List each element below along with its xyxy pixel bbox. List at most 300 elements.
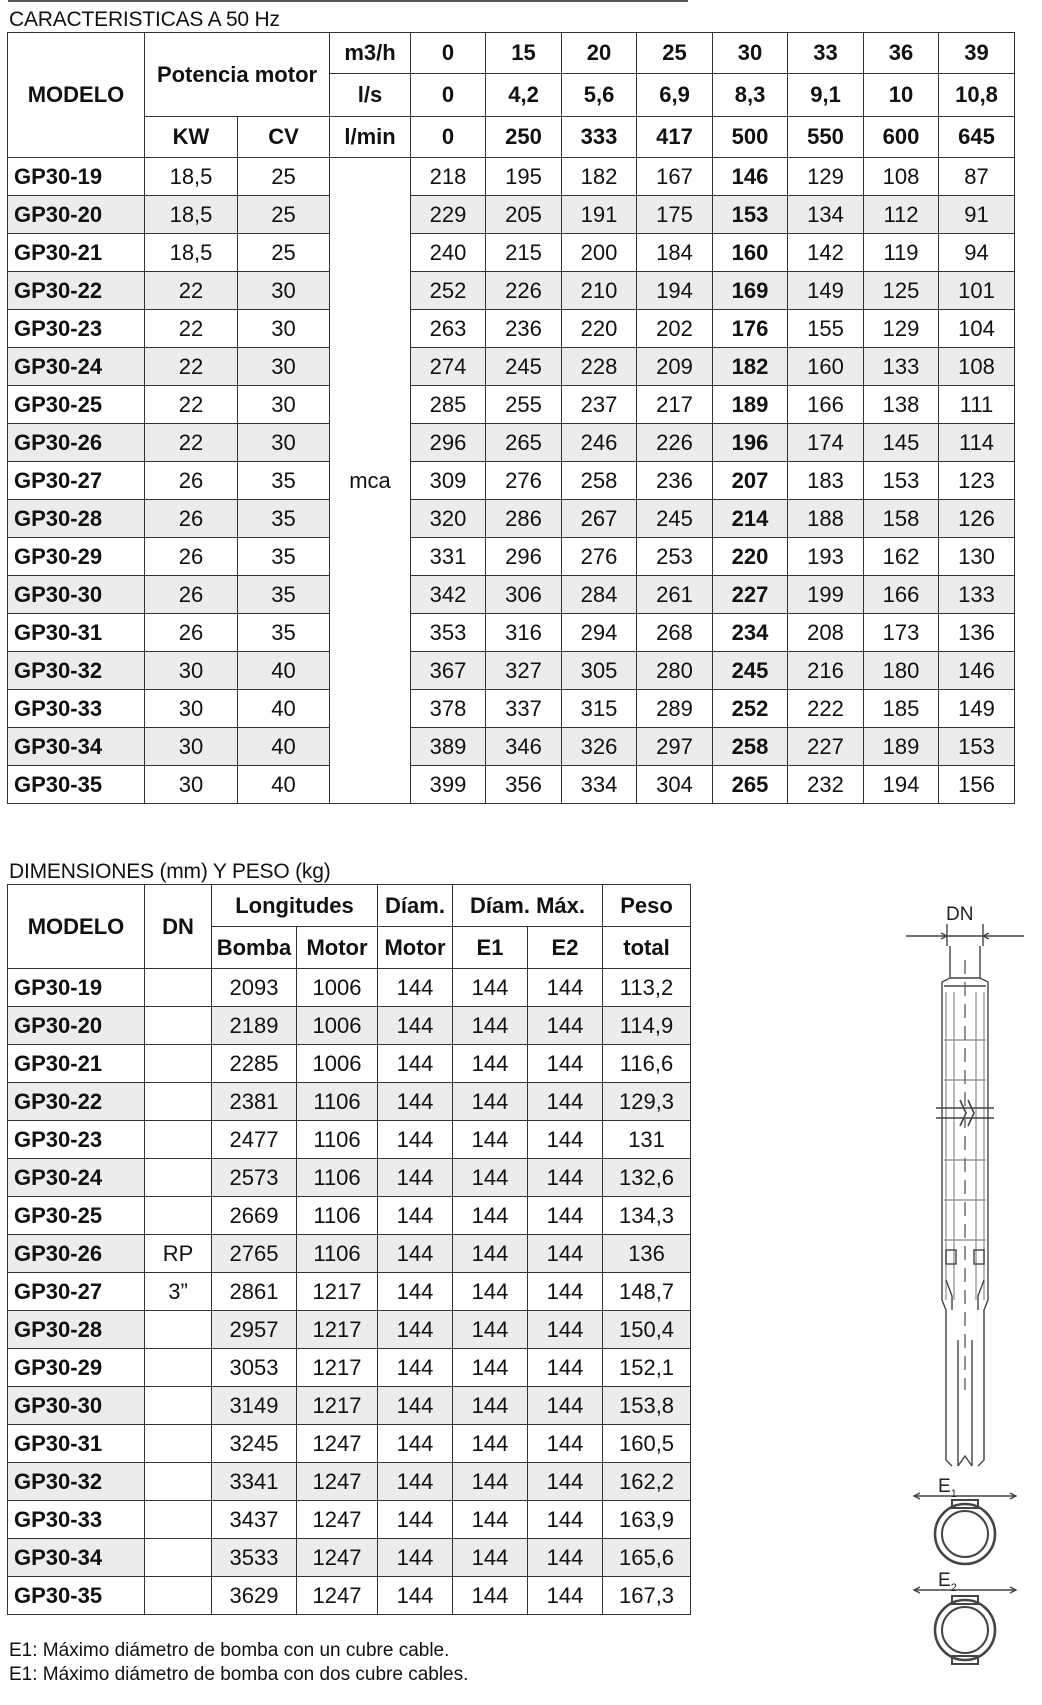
model-cell: GP30-29 — [8, 538, 145, 576]
table-row — [8, 272, 1015, 310]
e1-cell: 144 — [453, 1045, 528, 1083]
flow-ls: 4,2 — [486, 74, 562, 117]
e2-cell: 144 — [528, 1463, 603, 1501]
table-row — [8, 652, 1015, 690]
header-dn: DN — [145, 885, 212, 969]
kw-cell: 26 — [145, 576, 238, 614]
dn-cell — [145, 1539, 212, 1577]
characteristics-title: CARACTERISTICAS A 50 Hz — [9, 8, 280, 31]
head-value-cell: 133 — [939, 576, 1015, 614]
e2-cell: 144 — [528, 1007, 603, 1045]
flow-m3h: 0 — [411, 33, 486, 74]
footnotes — [9, 1639, 468, 1687]
e2-cell: 144 — [528, 1083, 603, 1121]
motor-diameter-cell: 144 — [378, 1501, 453, 1539]
head-value-cell: 245 — [713, 652, 788, 690]
bomba-length-cell: 2381 — [212, 1083, 297, 1121]
model-cell: GP30-23 — [8, 1121, 145, 1159]
motor-length-cell: 1217 — [297, 1387, 378, 1425]
head-value-cell: 194 — [637, 272, 713, 310]
e1-cell: 144 — [453, 1121, 528, 1159]
head-value-cell: 253 — [637, 538, 713, 576]
dn-cell — [145, 1425, 212, 1463]
head-value-cell: 146 — [713, 158, 788, 196]
head-value-cell: 220 — [562, 310, 637, 348]
head-value-cell: 261 — [637, 576, 713, 614]
motor-diameter-cell: 144 — [378, 1197, 453, 1235]
flow-lmin: 550 — [788, 117, 864, 158]
cv-cell: 40 — [238, 690, 330, 728]
dimensions-table — [7, 884, 691, 1615]
motor-length-cell: 1247 — [297, 1463, 378, 1501]
dn-cell — [145, 1349, 212, 1387]
head-value-cell: 258 — [713, 728, 788, 766]
head-value-cell: 252 — [713, 690, 788, 728]
e1-cell: 144 — [453, 1463, 528, 1501]
header-unit-ls: l/s — [330, 74, 411, 117]
head-value-cell: 160 — [788, 348, 864, 386]
head-value-cell: 276 — [562, 538, 637, 576]
head-value-cell: 265 — [713, 766, 788, 804]
model-cell: GP30-21 — [8, 234, 145, 272]
model-cell: GP30-28 — [8, 500, 145, 538]
e2-cell: 144 — [528, 1311, 603, 1349]
weight-cell: 167,3 — [603, 1577, 691, 1615]
head-value-cell: 286 — [486, 500, 562, 538]
table-row — [8, 576, 1015, 614]
e1-cell: 144 — [453, 1273, 528, 1311]
header-e1: E1 — [453, 927, 528, 969]
dn-cell — [145, 1387, 212, 1425]
kw-cell: 26 — [145, 614, 238, 652]
head-value-cell: 226 — [486, 272, 562, 310]
head-value-cell: 162 — [864, 538, 939, 576]
head-value-cell: 222 — [788, 690, 864, 728]
table-row — [8, 1235, 691, 1273]
table-row — [8, 614, 1015, 652]
bomba-length-cell: 3437 — [212, 1501, 297, 1539]
motor-length-cell: 1217 — [297, 1273, 378, 1311]
bomba-length-cell: 2093 — [212, 969, 297, 1007]
weight-cell: 129,3 — [603, 1083, 691, 1121]
flow-ls: 8,3 — [713, 74, 788, 117]
flow-lmin: 645 — [939, 117, 1015, 158]
flow-lmin: 0 — [411, 117, 486, 158]
head-value-cell: 342 — [411, 576, 486, 614]
head-value-cell: 304 — [637, 766, 713, 804]
head-unit-cell: mca — [330, 158, 411, 804]
kw-cell: 18,5 — [145, 234, 238, 272]
bomba-length-cell: 2285 — [212, 1045, 297, 1083]
model-cell: GP30-24 — [8, 1159, 145, 1197]
table-row — [8, 1539, 691, 1577]
head-value-cell: 184 — [637, 234, 713, 272]
head-value-cell: 289 — [637, 690, 713, 728]
head-value-cell: 296 — [411, 424, 486, 462]
dn-cell — [145, 1577, 212, 1615]
weight-cell: 113,2 — [603, 969, 691, 1007]
head-value-cell: 194 — [864, 766, 939, 804]
head-value-cell: 236 — [637, 462, 713, 500]
motor-length-cell: 1006 — [297, 1045, 378, 1083]
motor-diameter-cell: 144 — [378, 1577, 453, 1615]
model-cell: GP30-19 — [8, 158, 145, 196]
head-value-cell: 255 — [486, 386, 562, 424]
motor-diameter-cell: 144 — [378, 1083, 453, 1121]
e2-cell: 144 — [528, 1121, 603, 1159]
table-row — [8, 500, 1015, 538]
head-value-cell: 180 — [864, 652, 939, 690]
head-value-cell: 167 — [637, 158, 713, 196]
kw-cell: 30 — [145, 766, 238, 804]
table-row — [8, 310, 1015, 348]
weight-cell: 114,9 — [603, 1007, 691, 1045]
e2-cell: 144 — [528, 1539, 603, 1577]
e1-label: $E_1$ — [938, 1476, 957, 1500]
head-value-cell: 320 — [411, 500, 486, 538]
motor-diameter-cell: 144 — [378, 1463, 453, 1501]
head-value-cell: 189 — [713, 386, 788, 424]
head-value-cell: 265 — [486, 424, 562, 462]
head-value-cell: 130 — [939, 538, 1015, 576]
cv-cell: 40 — [238, 728, 330, 766]
head-value-cell: 149 — [939, 690, 1015, 728]
model-cell: GP30-29 — [8, 1349, 145, 1387]
flow-m3h: 36 — [864, 33, 939, 74]
motor-diameter-cell: 144 — [378, 969, 453, 1007]
e2-cell: 144 — [528, 1387, 603, 1425]
head-value-cell: 284 — [562, 576, 637, 614]
weight-cell: 134,3 — [603, 1197, 691, 1235]
model-cell: GP30-26 — [8, 424, 145, 462]
head-value-cell: 215 — [486, 234, 562, 272]
motor-diameter-cell: 144 — [378, 1539, 453, 1577]
e2-cell: 144 — [528, 1235, 603, 1273]
head-value-cell: 285 — [411, 386, 486, 424]
table-row — [8, 1159, 691, 1197]
cv-cell: 35 — [238, 500, 330, 538]
head-value-cell: 138 — [864, 386, 939, 424]
head-value-cell: 296 — [486, 538, 562, 576]
flow-m3h: 39 — [939, 33, 1015, 74]
flow-ls: 5,6 — [562, 74, 637, 117]
e1-cell: 144 — [453, 1577, 528, 1615]
motor-diameter-cell: 144 — [378, 1235, 453, 1273]
kw-cell: 22 — [145, 272, 238, 310]
weight-cell: 160,5 — [603, 1425, 691, 1463]
e2-cell: 144 — [528, 1159, 603, 1197]
kw-cell: 22 — [145, 424, 238, 462]
model-cell: GP30-33 — [8, 690, 145, 728]
characteristics-table — [7, 32, 1015, 804]
motor-length-cell: 1247 — [297, 1501, 378, 1539]
dn-cell — [145, 969, 212, 1007]
model-cell: GP30-30 — [8, 1387, 145, 1425]
head-value-cell: 216 — [788, 652, 864, 690]
head-value-cell: 175 — [637, 196, 713, 234]
head-value-cell: 378 — [411, 690, 486, 728]
kw-cell: 22 — [145, 348, 238, 386]
head-value-cell: 353 — [411, 614, 486, 652]
motor-length-cell: 1247 — [297, 1539, 378, 1577]
header-potencia-motor: Potencia motor — [145, 33, 330, 117]
kw-cell: 18,5 — [145, 158, 238, 196]
model-cell: GP30-20 — [8, 1007, 145, 1045]
head-value-cell: 246 — [562, 424, 637, 462]
head-value-cell: 205 — [486, 196, 562, 234]
header-diam-max: Díam. Máx. — [453, 885, 603, 927]
motor-diameter-cell: 144 — [378, 1159, 453, 1197]
bomba-length-cell: 3629 — [212, 1577, 297, 1615]
head-value-cell: 142 — [788, 234, 864, 272]
bomba-length-cell: 3149 — [212, 1387, 297, 1425]
table-row — [8, 1083, 691, 1121]
flow-m3h: 15 — [486, 33, 562, 74]
head-value-cell: 101 — [939, 272, 1015, 310]
head-value-cell: 245 — [486, 348, 562, 386]
head-value-cell: 169 — [713, 272, 788, 310]
head-value-cell: 153 — [864, 462, 939, 500]
head-value-cell: 306 — [486, 576, 562, 614]
head-value-cell: 316 — [486, 614, 562, 652]
table-row — [8, 158, 1015, 196]
table-row — [8, 1577, 691, 1615]
weight-cell: 116,6 — [603, 1045, 691, 1083]
kw-cell: 26 — [145, 462, 238, 500]
e2-cell: 144 — [528, 1045, 603, 1083]
dn-cell — [145, 1501, 212, 1539]
bomba-length-cell: 2189 — [212, 1007, 297, 1045]
e2-cell: 144 — [528, 1577, 603, 1615]
header-longitudes: Longitudes — [212, 885, 378, 927]
e2-cell: 144 — [528, 1501, 603, 1539]
cv-cell: 30 — [238, 310, 330, 348]
bomba-length-cell: 2957 — [212, 1311, 297, 1349]
kw-cell: 18,5 — [145, 196, 238, 234]
head-value-cell: 337 — [486, 690, 562, 728]
e1-cell: 144 — [453, 1349, 528, 1387]
flow-m3h: 25 — [637, 33, 713, 74]
weight-cell: 165,6 — [603, 1539, 691, 1577]
table-row — [8, 1387, 691, 1425]
table-row — [8, 386, 1015, 424]
weight-cell: 136 — [603, 1235, 691, 1273]
motor-length-cell: 1106 — [297, 1197, 378, 1235]
model-cell: GP30-22 — [8, 1083, 145, 1121]
head-value-cell: 185 — [864, 690, 939, 728]
head-value-cell: 202 — [637, 310, 713, 348]
table-row — [8, 1007, 691, 1045]
model-cell: GP30-26 — [8, 1235, 145, 1273]
table-row — [8, 1425, 691, 1463]
table-row — [8, 1273, 691, 1311]
head-value-cell: 276 — [486, 462, 562, 500]
head-value-cell: 220 — [713, 538, 788, 576]
kw-cell: 22 — [145, 386, 238, 424]
table-row — [8, 424, 1015, 462]
head-value-cell: 245 — [637, 500, 713, 538]
head-value-cell: 114 — [939, 424, 1015, 462]
head-value-cell: 108 — [939, 348, 1015, 386]
bomba-length-cell: 2573 — [212, 1159, 297, 1197]
model-cell: GP30-35 — [8, 1577, 145, 1615]
model-cell: GP30-31 — [8, 614, 145, 652]
head-value-cell: 252 — [411, 272, 486, 310]
head-value-cell: 305 — [562, 652, 637, 690]
e1-cell: 144 — [453, 969, 528, 1007]
header-cv: CV — [238, 117, 330, 158]
motor-length-cell: 1006 — [297, 969, 378, 1007]
bomba-length-cell: 3341 — [212, 1463, 297, 1501]
flow-m3h: 33 — [788, 33, 864, 74]
motor-diameter-cell: 144 — [378, 1045, 453, 1083]
header-motor: Motor — [297, 927, 378, 969]
header-unit-lmin: l/min — [330, 117, 411, 158]
head-value-cell: 226 — [637, 424, 713, 462]
kw-cell: 30 — [145, 728, 238, 766]
motor-length-cell: 1106 — [297, 1083, 378, 1121]
head-value-cell: 199 — [788, 576, 864, 614]
head-value-cell: 91 — [939, 196, 1015, 234]
motor-length-cell: 1247 — [297, 1425, 378, 1463]
weight-cell: 131 — [603, 1121, 691, 1159]
header-motor-diam: Motor — [378, 927, 453, 969]
head-value-cell: 196 — [713, 424, 788, 462]
head-value-cell: 315 — [562, 690, 637, 728]
header-diam: Díam. — [378, 885, 453, 927]
e2-cell: 144 — [528, 1273, 603, 1311]
head-value-cell: 236 — [486, 310, 562, 348]
header-unit-m3h: m3/h — [330, 33, 411, 74]
kw-cell: 26 — [145, 500, 238, 538]
head-value-cell: 294 — [562, 614, 637, 652]
motor-diameter-cell: 144 — [378, 1349, 453, 1387]
head-value-cell: 195 — [486, 158, 562, 196]
model-cell: GP30-25 — [8, 1197, 145, 1235]
head-value-cell: 228 — [562, 348, 637, 386]
head-value-cell: 188 — [788, 500, 864, 538]
head-value-cell: 267 — [562, 500, 637, 538]
head-value-cell: 193 — [788, 538, 864, 576]
dn-cell: 3” — [145, 1273, 212, 1311]
cv-cell: 30 — [238, 348, 330, 386]
model-cell: GP30-24 — [8, 348, 145, 386]
flow-ls: 0 — [411, 74, 486, 117]
motor-length-cell: 1217 — [297, 1349, 378, 1387]
cv-cell: 35 — [238, 462, 330, 500]
head-value-cell: 182 — [562, 158, 637, 196]
head-value-cell: 200 — [562, 234, 637, 272]
cv-cell: 40 — [238, 652, 330, 690]
flow-ls: 6,9 — [637, 74, 713, 117]
head-value-cell: 237 — [562, 386, 637, 424]
bomba-length-cell: 3245 — [212, 1425, 297, 1463]
flow-ls: 10 — [864, 74, 939, 117]
head-value-cell: 280 — [637, 652, 713, 690]
kw-cell: 30 — [145, 690, 238, 728]
cv-cell: 25 — [238, 196, 330, 234]
e1-cell: 144 — [453, 1235, 528, 1273]
head-value-cell: 309 — [411, 462, 486, 500]
head-value-cell: 232 — [788, 766, 864, 804]
head-value-cell: 145 — [864, 424, 939, 462]
motor-diameter-cell: 144 — [378, 1311, 453, 1349]
e1-cell: 144 — [453, 1007, 528, 1045]
weight-cell: 148,7 — [603, 1273, 691, 1311]
table-row — [8, 1349, 691, 1387]
e1-cell: 144 — [453, 1425, 528, 1463]
model-cell: GP30-19 — [8, 969, 145, 1007]
model-cell: GP30-20 — [8, 196, 145, 234]
dn-label: DN — [946, 904, 974, 925]
table-row — [8, 196, 1015, 234]
head-value-cell: 240 — [411, 234, 486, 272]
head-value-cell: 173 — [864, 614, 939, 652]
head-value-cell: 174 — [788, 424, 864, 462]
bomba-length-cell: 2669 — [212, 1197, 297, 1235]
cv-cell: 35 — [238, 538, 330, 576]
e1-cell: 144 — [453, 1159, 528, 1197]
model-cell: GP30-32 — [8, 652, 145, 690]
head-value-cell: 207 — [713, 462, 788, 500]
dn-cell — [145, 1159, 212, 1197]
table-row — [8, 348, 1015, 386]
table-row — [8, 1197, 691, 1235]
table-row — [8, 462, 1015, 500]
flow-lmin: 417 — [637, 117, 713, 158]
weight-cell: 163,9 — [603, 1501, 691, 1539]
model-cell: GP30-27 — [8, 1273, 145, 1311]
dn-cell — [145, 1311, 212, 1349]
head-value-cell: 123 — [939, 462, 1015, 500]
head-value-cell: 297 — [637, 728, 713, 766]
model-cell: GP30-22 — [8, 272, 145, 310]
head-value-cell: 94 — [939, 234, 1015, 272]
dn-cell — [145, 1007, 212, 1045]
head-value-cell: 229 — [411, 196, 486, 234]
head-value-cell: 129 — [864, 310, 939, 348]
head-value-cell: 111 — [939, 386, 1015, 424]
motor-length-cell: 1106 — [297, 1121, 378, 1159]
header-kw: KW — [145, 117, 238, 158]
motor-length-cell: 1247 — [297, 1577, 378, 1615]
e2-label: $E_2$ — [938, 1570, 957, 1594]
table-row — [8, 690, 1015, 728]
pump-diagram — [906, 900, 1024, 1700]
dn-cell: RP — [145, 1235, 212, 1273]
dn-cell — [145, 1121, 212, 1159]
e2-cell: 144 — [528, 969, 603, 1007]
head-value-cell: 263 — [411, 310, 486, 348]
head-value-cell: 126 — [939, 500, 1015, 538]
weight-cell: 153,8 — [603, 1387, 691, 1425]
kw-cell: 22 — [145, 310, 238, 348]
flow-lmin: 333 — [562, 117, 637, 158]
footnote: E1: Máximo diámetro de bomba con dos cubre cables. — [9, 1664, 469, 1685]
head-value-cell: 108 — [864, 158, 939, 196]
head-value-cell: 389 — [411, 728, 486, 766]
model-cell: GP30-31 — [8, 1425, 145, 1463]
model-cell: GP30-35 — [8, 766, 145, 804]
cv-cell: 40 — [238, 766, 330, 804]
header-peso: Peso — [603, 885, 691, 927]
head-value-cell: 227 — [788, 728, 864, 766]
cv-cell: 30 — [238, 272, 330, 310]
table-row — [8, 969, 691, 1007]
weight-cell: 162,2 — [603, 1463, 691, 1501]
table-row — [8, 728, 1015, 766]
model-cell: GP30-33 — [8, 1501, 145, 1539]
